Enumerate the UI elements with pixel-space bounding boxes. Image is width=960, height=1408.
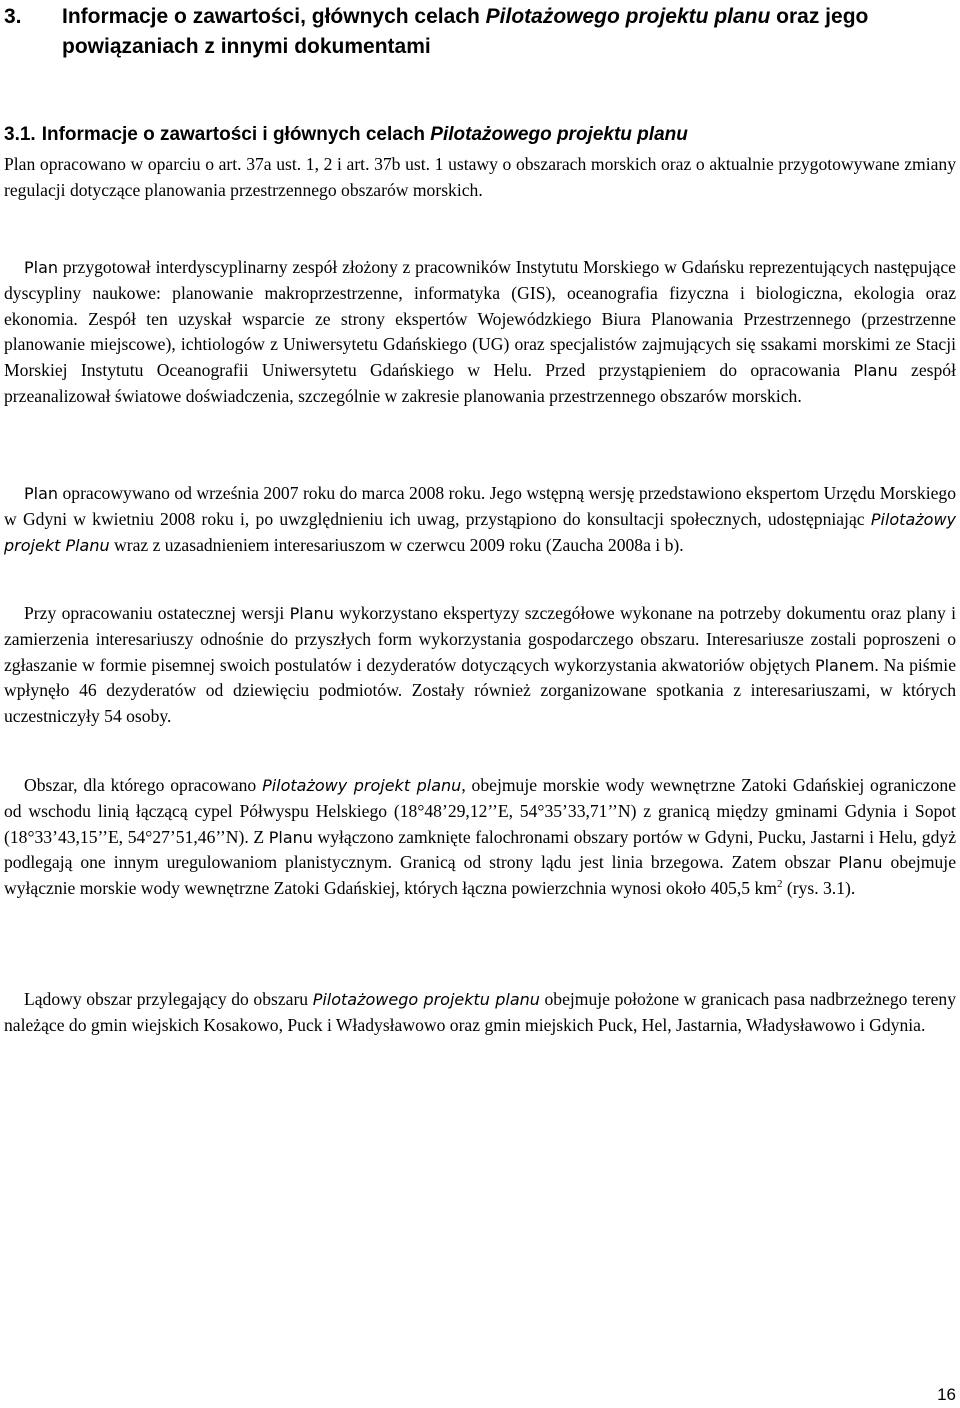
subsection-number: 3.1. bbox=[4, 124, 36, 145]
paragraph-1: Plan opracowano w oparciu o art. 37a ust. 1, 2 i art. 37b ust. 1 ustawy o obszarach morskich oraz o aktualnie przygotowywane zmiany regulacji dotyczące planowania przestrzennego obszarów morskich. bbox=[4, 154, 956, 200]
paragraph-2: Plan przygotował interdyscyplinarny zespół złożony z pracowników Instytutu Morskiego w Gdańsku reprezentujących następujące dyscypliny naukowe: planowanie makroprzestrzenne, informatyka (GIS), oceanografia fizyczna i biologiczna, ekologia oraz ekonomia. Zespół ten uzyskał wsparcie ze strony ekspertów Wojewódzkiego Biura Planowania Przestrzennego (przestrzenne planowanie miejscowe), ichtiologów z Uniwersytetu Gdańskiego (UG) oraz specjalistów zajmujących się ssakami morskimi ze Stacji Morskiej Instytutu Oceanografii Uniwersytetu Gdańskiego w Helu. Przed przystąpieniem do opracowania Planu zespół przeanalizował światowe doświadczenia, szczególnie w zakresie planowania przestrzennego obszarów morskich. bbox=[4, 257, 956, 406]
page-number: 16 bbox=[937, 1385, 956, 1404]
paragraph-6: Lądowy obszar przylegający do obszaru Pilotażowego projektu planu obejmuje położone w granicach pasa nadbrzeżnego tereny należące do gmin wiejskich Kosakowo, Puck i Władysławowo oraz gmin miejskich Puck, Hel, Jastarnia, Władysławowo i Gdynia. bbox=[4, 989, 956, 1035]
paragraph-5: Obszar, dla którego opracowano Pilotażowy projekt planu, obejmuje morskie wody wewnętrzne Zatoki Gdańskiej ograniczone od wschodu linią łączącą cypel Półwyspu Helskiego (18°48’29,12’’E, 54°35’33,71’’N) z granicą między gminami Gdynia i Sopot (18°33’43,15’’E, 54°27’51,46’’N). Z Planu wyłączono zamknięte falochronami obszary portów w Gdyni, Pucku, Jastarni i Helu, gdyż podlegają one innym uregulowaniom planistycznym. Granicą od strony lądu jest linia brzegowa. Zatem obszar Planu obejmuje wyłącznie morskie wody wewnętrzne Zatoki Gdańskiej, których łączna powierzchnia wynosi około 405,5 $km^2$ (rys. 3.1). bbox=[4, 775, 957, 899]
section-number: 3. bbox=[4, 5, 22, 28]
paragraph-4: Przy opracowaniu ostatecznej wersji Planu wykorzystano ekspertyzy szczegółowe wykonane na potrzeby dokumentu oraz plany i zamierzenia interesariuszy odnośnie do przyszłych form wykorzystania gospodarczego obszaru. Interesariusze zostali poproszeni o zgłaszanie w formie pisemnej swoich postulatów i dezyderatów dotyczących wykorzystania akwatoriów objętych Planem. Na piśmie wpłynęło 46 dezyderatów od dziewięciu podmiotów. Zostały również zorganizowane spotkania z interesariuszami, w których uczestniczyły 54 osoby. bbox=[4, 603, 956, 727]
section-title: Informacje o zawartości, głównych celach Pilotażowego projektu planu oraz jego powiązaniach z innymi dokumentami bbox=[62, 5, 869, 58]
paragraph-3: Plan opracowywano od września 2007 roku do marca 2008 roku. Jego wstępną wersję przedstawiono ekspertom Urzędu Morskiego w Gdyni w kwietniu 2008 roku i, po uwzględnieniu ich uwag, przystąpiono do konsultacji społecznych, udostępniając Pilotażowy projekt Planu wraz z uzasadnieniem interesariuszom w czerwcu 2009 roku (Zaucha 2008a i b). bbox=[4, 483, 956, 555]
subsection-title: Informacje o zawartości i głównych celach Pilotażowego projektu planu bbox=[41, 124, 688, 145]
subsection-heading bbox=[4, 121, 956, 149]
section-heading bbox=[4, 2, 956, 62]
